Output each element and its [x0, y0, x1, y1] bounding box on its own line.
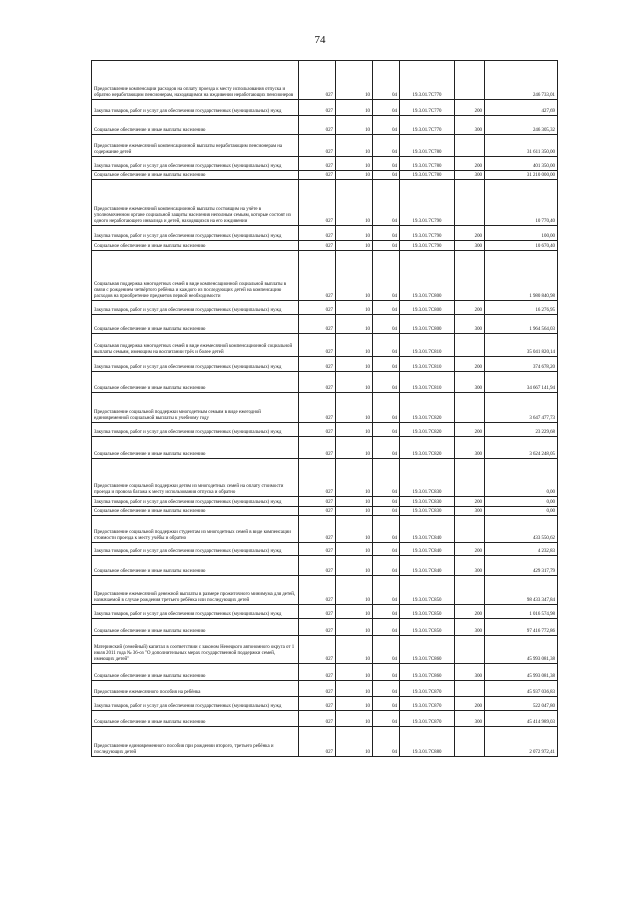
ministry-code-cell: 027: [299, 372, 336, 393]
item-name-cell: Социальное обеспечение и иные выплаты населению: [92, 619, 299, 636]
ministry-code-cell: 027: [299, 180, 336, 226]
ministry-code-cell: 027: [299, 171, 336, 180]
table-row: [92, 576, 558, 605]
ministry-code-cell: 027: [299, 61, 336, 100]
target-article-cell: 19.3.01.7С830: [400, 497, 455, 507]
ministry-code-cell: 027: [299, 116, 336, 135]
table-row: [92, 357, 558, 372]
expense-type-cell: [455, 576, 485, 605]
expense-type-cell: 200: [455, 301, 485, 315]
amount-cell: 45 993 081,38: [485, 636, 558, 664]
expense-type-cell: 300: [455, 507, 485, 516]
amount-cell: 0,00: [485, 459, 558, 497]
table-row: [92, 251, 558, 301]
item-name-cell: Социальное обеспечение и иные выплаты населению: [92, 556, 299, 576]
expense-type-cell: 300: [455, 241, 485, 251]
ministry-code-cell: 027: [299, 301, 336, 315]
section-code-cell: 10: [336, 681, 373, 697]
item-name-cell: Социальная поддержка многодетных семей в виде компенсационной социальной выплаты в связи с рождением четвёртого ребёнка и каждого из последующих детей на компенсацию расходов на приобретение предметов первой необходимости: [92, 251, 299, 301]
table-row: [92, 516, 558, 543]
section-code-cell: 10: [336, 636, 373, 664]
target-article-cell: 19.3.01.7С830: [400, 507, 455, 516]
target-article-cell: 19.3.01.7С850: [400, 605, 455, 619]
item-name-cell: Предоставление социальной поддержки студентам из многодетных семей в виде компенсации стоимости проезда к месту учёбы и обратно: [92, 516, 299, 543]
table-row: [92, 697, 558, 711]
ministry-code-cell: 027: [299, 423, 336, 437]
amount-cell: 246 305,32: [485, 116, 558, 135]
item-name-cell: Закупка товаров, работ и услуг для обеспечения государственных (муниципальных) нужд: [92, 301, 299, 315]
section-code-cell: 10: [336, 315, 373, 334]
amount-cell: 34 667 141,94: [485, 372, 558, 393]
item-name-cell: Закупка товаров, работ и услуг для обеспечения государственных (муниципальных) нужд: [92, 100, 299, 116]
table-row: [92, 393, 558, 423]
target-article-cell: 19.3.01.7С840: [400, 543, 455, 556]
section-code-cell: 10: [336, 393, 373, 423]
section-code-cell: 10: [336, 516, 373, 543]
amount-cell: 23 229,68: [485, 423, 558, 437]
item-name-cell: Предоставление ежемесячного пособия на ребёнка: [92, 681, 299, 697]
amount-cell: 31 210 000,00: [485, 171, 558, 180]
target-article-cell: 19.3.01.7С840: [400, 556, 455, 576]
table-row: [92, 100, 558, 116]
section-code-cell: 10: [336, 497, 373, 507]
item-name-cell: Предоставление социальной поддержки детям из многодетных семей на оплату стоимости проезда и провоза багажа к месту использования отпуска и обратно: [92, 459, 299, 497]
section-code-cell: 10: [336, 251, 373, 301]
table-row: [92, 241, 558, 251]
ministry-code-cell: 027: [299, 157, 336, 171]
target-article-cell: 19.3.01.7С770: [400, 116, 455, 135]
subsection-code-cell: 04: [373, 423, 400, 437]
target-article-cell: 19.3.01.7С820: [400, 423, 455, 437]
expense-type-cell: 300: [455, 171, 485, 180]
amount-cell: 1 964 564,03: [485, 315, 558, 334]
section-code-cell: 10: [336, 334, 373, 357]
subsection-code-cell: 04: [373, 301, 400, 315]
subsection-code-cell: 04: [373, 393, 400, 423]
subsection-code-cell: 04: [373, 180, 400, 226]
item-name-cell: Материнский (семейный) капитал в соответствии с законом Ненецкого автономного округа от 1 июля 2011 года № 36-оз "О дополнительных мерах государственной поддержки семей, имеющих детей": [92, 636, 299, 664]
section-code-cell: 10: [336, 423, 373, 437]
subsection-code-cell: 04: [373, 681, 400, 697]
item-name-cell: Социальное обеспечение и иные выплаты населению: [92, 711, 299, 727]
table-row: [92, 437, 558, 459]
ministry-code-cell: 027: [299, 100, 336, 116]
expense-type-cell: 200: [455, 226, 485, 241]
item-name-cell: Социальное обеспечение и иные выплаты населению: [92, 241, 299, 251]
expense-type-cell: [455, 334, 485, 357]
item-name-cell: Закупка товаров, работ и услуг для обеспечения государственных (муниципальных) нужд: [92, 157, 299, 171]
section-code-cell: 10: [336, 157, 373, 171]
item-name-cell: Предоставление ежемесячной денежной выплаты в размере прожиточного минимума для детей, назначаемой в случае рождения третьего ребёнка или последующих детей: [92, 576, 299, 605]
target-article-cell: 19.3.01.7С860: [400, 636, 455, 664]
subsection-code-cell: 04: [373, 697, 400, 711]
expense-type-cell: 300: [455, 556, 485, 576]
target-article-cell: 19.3.01.7С870: [400, 697, 455, 711]
section-code-cell: 10: [336, 61, 373, 100]
section-code-cell: 10: [336, 605, 373, 619]
expense-type-cell: 200: [455, 100, 485, 116]
subsection-code-cell: 04: [373, 459, 400, 497]
item-name-cell: Социальная поддержка многодетных семей в виде ежемесячной компенсационной социальной выплаты семьям, имеющим на воспитании трёх и более детей: [92, 334, 299, 357]
budget-table: [91, 60, 558, 757]
table-row: [92, 543, 558, 556]
item-name-cell: Закупка товаров, работ и услуг для обеспечения государственных (муниципальных) нужд: [92, 497, 299, 507]
table-body: [92, 61, 558, 757]
amount-cell: 401 350,00: [485, 157, 558, 171]
amount-cell: 522 047,80: [485, 697, 558, 711]
section-code-cell: 10: [336, 437, 373, 459]
item-name-cell: Предоставление ежемесячной компенсационной выплаты неработающим пенсионерам на содержание детей: [92, 135, 299, 157]
expense-type-cell: 200: [455, 357, 485, 372]
ministry-code-cell: 027: [299, 497, 336, 507]
target-article-cell: 19.3.01.7С790: [400, 226, 455, 241]
expense-type-cell: 300: [455, 664, 485, 681]
table-row: [92, 180, 558, 226]
amount-cell: 1 016 574,98: [485, 605, 558, 619]
subsection-code-cell: 04: [373, 727, 400, 757]
ministry-code-cell: 027: [299, 727, 336, 757]
expense-type-cell: 300: [455, 711, 485, 727]
expense-type-cell: 200: [455, 697, 485, 711]
table-row: [92, 157, 558, 171]
amount-cell: 374 678,20: [485, 357, 558, 372]
expense-type-cell: 300: [455, 116, 485, 135]
expense-type-cell: 200: [455, 157, 485, 171]
ministry-code-cell: 027: [299, 516, 336, 543]
expense-type-cell: [455, 135, 485, 157]
item-name-cell: Закупка товаров, работ и услуг для обеспечения государственных (муниципальных) нужд: [92, 226, 299, 241]
table-row: [92, 334, 558, 357]
subsection-code-cell: 04: [373, 636, 400, 664]
section-code-cell: 10: [336, 727, 373, 757]
item-name-cell: Социальное обеспечение и иные выплаты населению: [92, 171, 299, 180]
ministry-code-cell: 027: [299, 226, 336, 241]
subsection-code-cell: 04: [373, 100, 400, 116]
expense-type-cell: [455, 516, 485, 543]
expense-type-cell: 300: [455, 437, 485, 459]
ministry-code-cell: 027: [299, 357, 336, 372]
amount-cell: 427,69: [485, 100, 558, 116]
target-article-cell: 19.3.01.7С780: [400, 157, 455, 171]
target-article-cell: 19.3.01.7С770: [400, 61, 455, 100]
ministry-code-cell: 027: [299, 681, 336, 697]
section-code-cell: 10: [336, 226, 373, 241]
table-row: [92, 507, 558, 516]
amount-cell: 433 550,62: [485, 516, 558, 543]
table-row: [92, 61, 558, 100]
item-name-cell: Социальное обеспечение и иные выплаты населению: [92, 372, 299, 393]
amount-cell: 45 993 081,38: [485, 664, 558, 681]
ministry-code-cell: 027: [299, 636, 336, 664]
expense-type-cell: [455, 636, 485, 664]
ministry-code-cell: 027: [299, 697, 336, 711]
subsection-code-cell: 04: [373, 61, 400, 100]
section-code-cell: 10: [336, 711, 373, 727]
item-name-cell: Закупка товаров, работ и услуг для обеспечения государственных (муниципальных) нужд: [92, 605, 299, 619]
table-row: [92, 727, 558, 757]
ministry-code-cell: 027: [299, 543, 336, 556]
amount-cell: 97 416 772,86: [485, 619, 558, 636]
expense-type-cell: 300: [455, 372, 485, 393]
item-name-cell: Закупка товаров, работ и услуг для обеспечения государственных (муниципальных) нужд: [92, 423, 299, 437]
table-row: [92, 681, 558, 697]
table-row: [92, 135, 558, 157]
section-code-cell: 10: [336, 357, 373, 372]
section-code-cell: 10: [336, 543, 373, 556]
amount-cell: 45 937 036,83: [485, 681, 558, 697]
target-article-cell: 19.3.01.7С860: [400, 664, 455, 681]
amount-cell: 246 733,01: [485, 61, 558, 100]
target-article-cell: 19.3.01.7С830: [400, 459, 455, 497]
subsection-code-cell: 04: [373, 437, 400, 459]
subsection-code-cell: 04: [373, 507, 400, 516]
expense-type-cell: [455, 727, 485, 757]
subsection-code-cell: 04: [373, 619, 400, 636]
section-code-cell: 10: [336, 619, 373, 636]
ministry-code-cell: 027: [299, 459, 336, 497]
subsection-code-cell: 04: [373, 116, 400, 135]
amount-cell: 1 980 840,98: [485, 251, 558, 301]
target-article-cell: 19.3.01.7С800: [400, 315, 455, 334]
expense-type-cell: [455, 61, 485, 100]
target-article-cell: 19.3.01.7С770: [400, 100, 455, 116]
table-row: [92, 372, 558, 393]
section-code-cell: 10: [336, 697, 373, 711]
target-article-cell: 19.3.01.7С780: [400, 171, 455, 180]
ministry-code-cell: 027: [299, 393, 336, 423]
expense-type-cell: 300: [455, 315, 485, 334]
amount-cell: 35 041 820,14: [485, 334, 558, 357]
subsection-code-cell: 04: [373, 334, 400, 357]
target-article-cell: 19.3.01.7С870: [400, 681, 455, 697]
ministry-code-cell: 027: [299, 619, 336, 636]
section-code-cell: 10: [336, 171, 373, 180]
subsection-code-cell: 04: [373, 251, 400, 301]
expense-type-cell: 300: [455, 619, 485, 636]
table-row: [92, 116, 558, 135]
table-row: [92, 711, 558, 727]
item-name-cell: Предоставление ежемесячной компенсационной выплаты состоящим на учёте в уполномоченном органе социальной защиты населения неполным семьям, которые состоят из одного неработающего инвалида и детей, находящихся на его иждивении: [92, 180, 299, 226]
table-row: [92, 423, 558, 437]
ministry-code-cell: 027: [299, 576, 336, 605]
ministry-code-cell: 027: [299, 135, 336, 157]
target-article-cell: 19.3.01.7С880: [400, 727, 455, 757]
subsection-code-cell: 04: [373, 516, 400, 543]
item-name-cell: Предоставление компенсации расходов на оплату проезда к месту использования отпуска и обратно неработающим пенсионерам, находящимся на иждивении неработающих пенсионеров: [92, 61, 299, 100]
subsection-code-cell: 04: [373, 157, 400, 171]
target-article-cell: 19.3.01.7С850: [400, 619, 455, 636]
ministry-code-cell: 027: [299, 315, 336, 334]
table-row: [92, 459, 558, 497]
table-row: [92, 636, 558, 664]
table-row: [92, 664, 558, 681]
amount-cell: 3 624 248,05: [485, 437, 558, 459]
item-name-cell: Закупка товаров, работ и услуг для обеспечения государственных (муниципальных) нужд: [92, 543, 299, 556]
expense-type-cell: 200: [455, 423, 485, 437]
subsection-code-cell: 04: [373, 171, 400, 180]
expense-type-cell: 200: [455, 543, 485, 556]
section-code-cell: 10: [336, 507, 373, 516]
ministry-code-cell: 027: [299, 507, 336, 516]
subsection-code-cell: 04: [373, 605, 400, 619]
ministry-code-cell: 027: [299, 556, 336, 576]
section-code-cell: 10: [336, 556, 373, 576]
target-article-cell: 19.3.01.7С820: [400, 393, 455, 423]
target-article-cell: 19.3.01.7С850: [400, 576, 455, 605]
expense-type-cell: [455, 180, 485, 226]
ministry-code-cell: 027: [299, 711, 336, 727]
ministry-code-cell: 027: [299, 241, 336, 251]
section-code-cell: 10: [336, 241, 373, 251]
table-row: [92, 171, 558, 180]
expense-type-cell: 200: [455, 605, 485, 619]
ministry-code-cell: 027: [299, 605, 336, 619]
target-article-cell: 19.3.01.7С780: [400, 135, 455, 157]
subsection-code-cell: 04: [373, 315, 400, 334]
amount-cell: 10 670,40: [485, 241, 558, 251]
expense-type-cell: [455, 681, 485, 697]
amount-cell: 0,00: [485, 507, 558, 516]
ministry-code-cell: 027: [299, 664, 336, 681]
target-article-cell: 19.3.01.7С810: [400, 357, 455, 372]
subsection-code-cell: 04: [373, 664, 400, 681]
item-name-cell: Предоставление единовременного пособия при рождении второго, третьего ребёнка и последующих детей: [92, 727, 299, 757]
item-name-cell: Социальное обеспечение и иные выплаты населению: [92, 664, 299, 681]
target-article-cell: 19.3.01.7С790: [400, 180, 455, 226]
section-code-cell: 10: [336, 135, 373, 157]
subsection-code-cell: 04: [373, 241, 400, 251]
subsection-code-cell: 04: [373, 576, 400, 605]
amount-cell: 100,00: [485, 226, 558, 241]
expense-type-cell: [455, 459, 485, 497]
section-code-cell: 10: [336, 116, 373, 135]
subsection-code-cell: 04: [373, 711, 400, 727]
table-row: [92, 226, 558, 241]
target-article-cell: 19.3.01.7С800: [400, 251, 455, 301]
amount-cell: 3 647 477,73: [485, 393, 558, 423]
amount-cell: 45 414 989,03: [485, 711, 558, 727]
expense-type-cell: [455, 251, 485, 301]
item-name-cell: Предоставление социальной поддержки многодетным семьям в виде ежегодной единовременной социальной выплаты к учебному году: [92, 393, 299, 423]
amount-cell: 429 317,79: [485, 556, 558, 576]
table-row: [92, 301, 558, 315]
amount-cell: 31 611 350,00: [485, 135, 558, 157]
target-article-cell: 19.3.01.7С790: [400, 241, 455, 251]
ministry-code-cell: 027: [299, 251, 336, 301]
table-row: [92, 556, 558, 576]
section-code-cell: 10: [336, 180, 373, 226]
section-code-cell: 10: [336, 576, 373, 605]
target-article-cell: 19.3.01.7С810: [400, 334, 455, 357]
subsection-code-cell: 04: [373, 226, 400, 241]
target-article-cell: 19.3.01.7С820: [400, 437, 455, 459]
target-article-cell: 19.3.01.7С840: [400, 516, 455, 543]
section-code-cell: 10: [336, 100, 373, 116]
page-number: 74: [314, 34, 326, 46]
subsection-code-cell: 04: [373, 357, 400, 372]
item-name-cell: Социальное обеспечение и иные выплаты населению: [92, 437, 299, 459]
item-name-cell: Закупка товаров, работ и услуг для обеспечения государственных (муниципальных) нужд: [92, 357, 299, 372]
ministry-code-cell: 027: [299, 437, 336, 459]
item-name-cell: Социальное обеспечение и иные выплаты населению: [92, 507, 299, 516]
section-code-cell: 10: [336, 664, 373, 681]
item-name-cell: Социальное обеспечение и иные выплаты населению: [92, 116, 299, 135]
ministry-code-cell: 027: [299, 334, 336, 357]
subsection-code-cell: 04: [373, 543, 400, 556]
target-article-cell: 19.3.01.7С800: [400, 301, 455, 315]
subsection-code-cell: 04: [373, 135, 400, 157]
subsection-code-cell: 04: [373, 497, 400, 507]
amount-cell: 2 072 972,41: [485, 727, 558, 757]
table-row: [92, 619, 558, 636]
section-code-cell: 10: [336, 459, 373, 497]
amount-cell: 0,00: [485, 497, 558, 507]
table-row: [92, 315, 558, 334]
section-code-cell: 10: [336, 372, 373, 393]
amount-cell: 98 433 347,84: [485, 576, 558, 605]
subsection-code-cell: 04: [373, 372, 400, 393]
subsection-code-cell: 04: [373, 556, 400, 576]
table-row: [92, 605, 558, 619]
item-name-cell: Социальное обеспечение и иные выплаты населению: [92, 315, 299, 334]
item-name-cell: Закупка товаров, работ и услуг для обеспечения государственных (муниципальных) нужд: [92, 697, 299, 711]
amount-cell: 16 276,95: [485, 301, 558, 315]
table-row: [92, 497, 558, 507]
target-article-cell: 19.3.01.7С810: [400, 372, 455, 393]
section-code-cell: 10: [336, 301, 373, 315]
expense-type-cell: [455, 393, 485, 423]
amount-cell: 4 232,83: [485, 543, 558, 556]
amount-cell: 10 770,40: [485, 180, 558, 226]
expense-type-cell: 200: [455, 497, 485, 507]
target-article-cell: 19.3.01.7С870: [400, 711, 455, 727]
